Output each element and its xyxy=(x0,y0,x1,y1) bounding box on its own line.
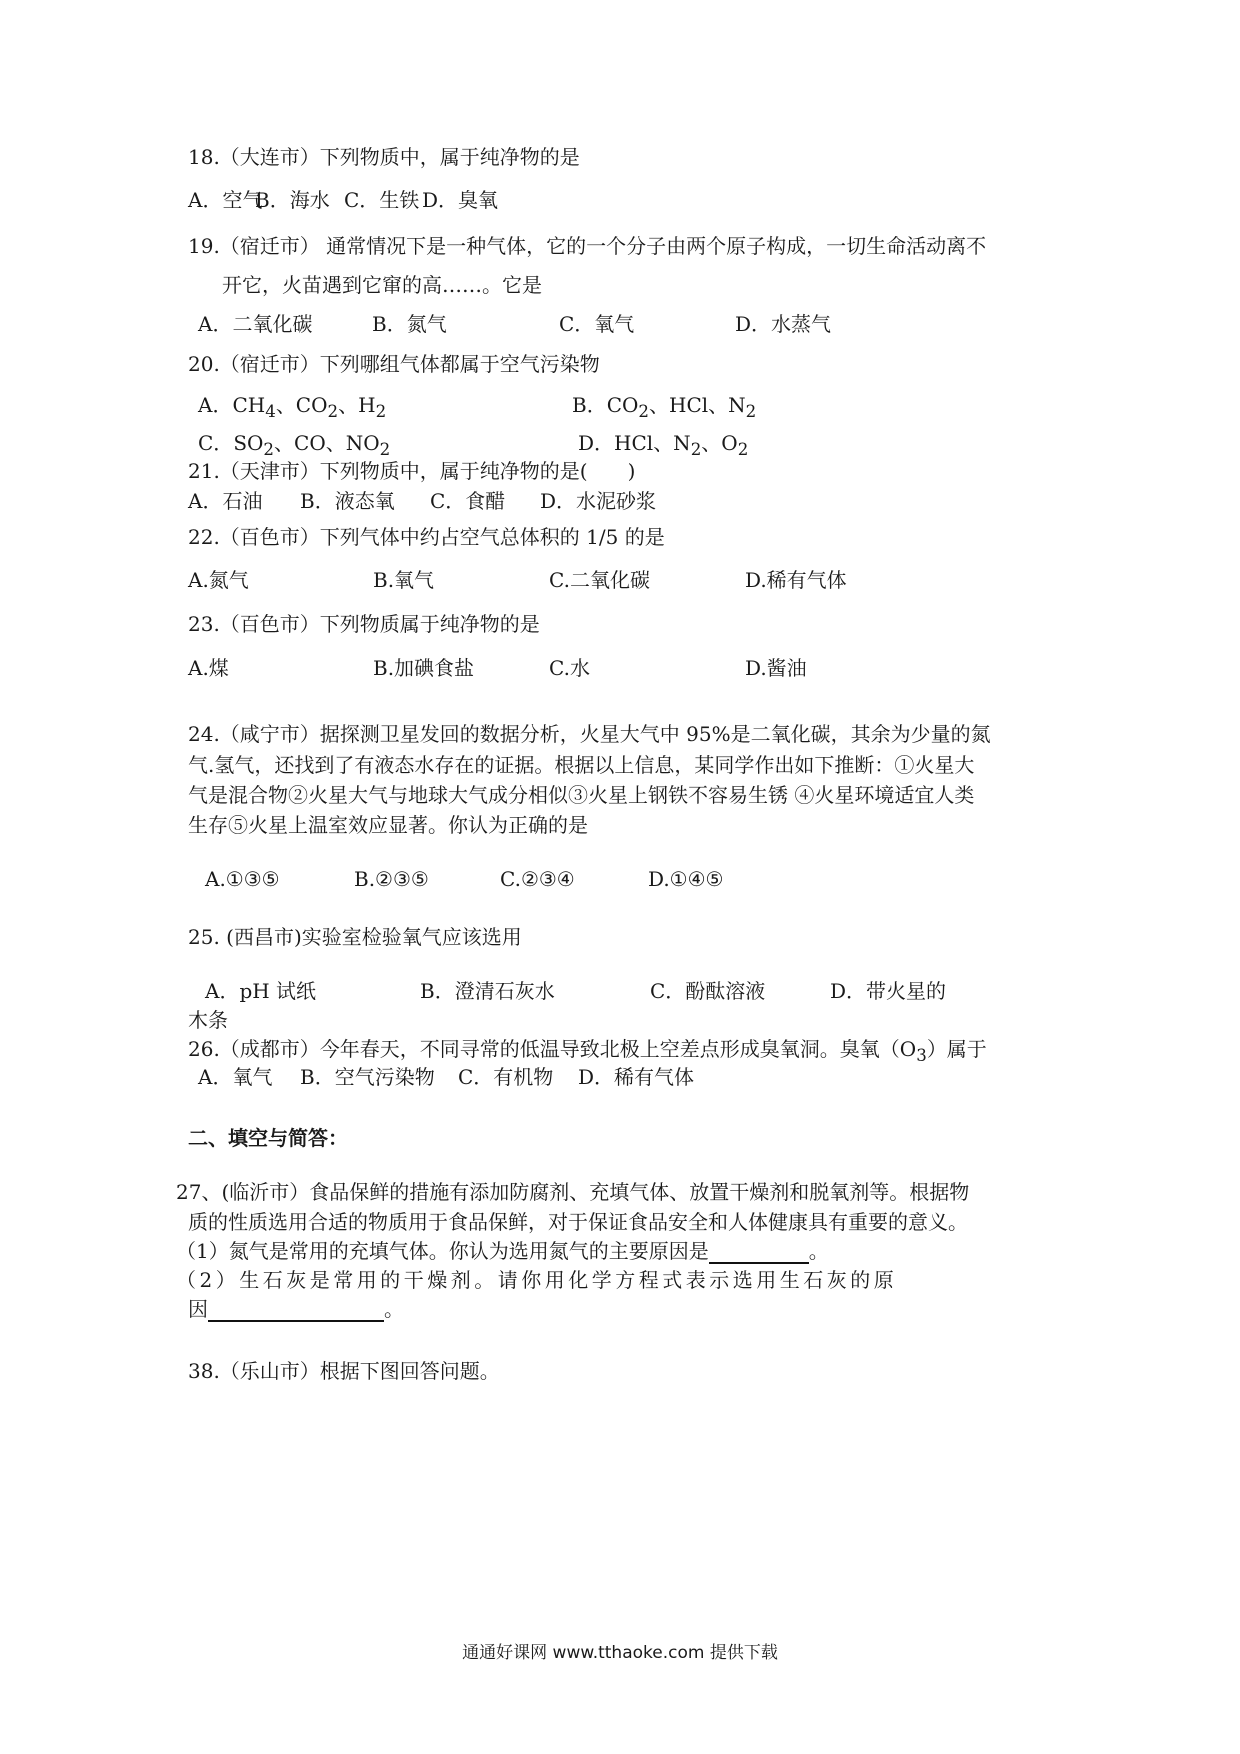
q25-option-a: A．pH 试纸 xyxy=(205,979,317,1003)
q19-option-d: D．水蒸气 xyxy=(735,312,832,336)
q19-option-c: C．氧气 xyxy=(559,312,635,336)
q27-part2b: 因 。 xyxy=(188,1297,404,1321)
q23-option-d: D.酱油 xyxy=(745,656,807,680)
q27-line2: 质的性质选用合适的物质用于食品保鲜，对于保证食品安全和人体健康具有重要的意义。 xyxy=(188,1210,968,1234)
q22-stem: 22.（百色市）下列气体中约占空气总体积的 1/5 的是 xyxy=(188,525,665,549)
q24-option-d: D.①④⑤ xyxy=(648,867,724,891)
q18-option-b: B．海水 xyxy=(255,188,330,212)
q19-option-b: B．氮气 xyxy=(372,312,447,336)
q24-option-a: A.①③⑤ xyxy=(205,867,280,891)
q27-part2-blank xyxy=(208,1298,384,1322)
q26-stem: 26.（成都市）今年春天，不同寻常的低温导致北极上空差点形成臭氧洞。臭氧$(O_3)$属于 xyxy=(188,1037,987,1065)
q26-option-a: A．氧气 xyxy=(198,1065,273,1089)
q23-stem: 23.（百色市）下列物质属于纯净物的是 xyxy=(188,612,540,636)
q27-part1: （1）氮气是常用的充填气体。你认为选用氮气的主要原因是 。 xyxy=(176,1239,829,1263)
q26-option-b: B．空气污染物 xyxy=(300,1065,435,1089)
q22-option-c: C.二氧化碳 xyxy=(549,568,650,592)
q25-option-c: C．酚酞溶液 xyxy=(650,979,766,1003)
q20-option-b: B．$CO_2$、HCl、$N_2$ xyxy=(572,393,757,421)
q19-line1: 19.（宿迁市） 通常情况下是一种气体，它的一个分子由两个原子构成，一切生命活动离不 xyxy=(188,234,987,258)
q20-stem: 20.（宿迁市）下列哪组气体都属于空气污染物 xyxy=(188,352,600,376)
q25-stem: 25. (西昌市)实验室检验氧气应该选用 xyxy=(188,925,522,949)
q24-option-b: B.②③⑤ xyxy=(354,867,429,891)
q24-line3: 气是混合物②火星大气与地球大气成分相似③火星上钢铁不容易生锈 ④火星环境适宜人类 xyxy=(188,783,975,807)
q18-stem: 18.（大连市）下列物质中，属于纯净物的是 xyxy=(188,145,580,169)
q20-option-d: D．HCl、$N_2$、$O_2$ xyxy=(578,431,749,459)
q24-option-c: C.②③④ xyxy=(500,867,575,891)
q19-option-a: A．二氧化碳 xyxy=(198,312,313,336)
q21-option-b: B．液态氧 xyxy=(300,489,395,513)
q26-option-d: D．稀有气体 xyxy=(578,1065,695,1089)
q22-option-a: A.氮气 xyxy=(188,568,249,592)
q23-option-c: C.水 xyxy=(549,656,590,680)
q21-option-d: D．水泥砂浆 xyxy=(540,489,657,513)
q21-option-c: C．食醋 xyxy=(430,489,506,513)
q18-option-c: C．生铁 xyxy=(344,188,420,212)
q25-option-d-wrap: 木条 xyxy=(188,1008,228,1032)
q25-option-b: B．澄清石灰水 xyxy=(420,979,555,1003)
q25-option-d: D．带火星的 xyxy=(830,979,947,1003)
q26-option-c: C．有机物 xyxy=(458,1065,554,1089)
q24-line1: 24.（咸宁市）据探测卫星发回的数据分析，火星大气中 95%是二氧化碳，其余为少量的氮 xyxy=(188,722,991,746)
q21-stem: 21.（天津市）下列物质中，属于纯净物的是( ) xyxy=(188,459,636,483)
q19-line2: 开它，火苗遇到它窜的高……。它是 xyxy=(222,273,542,297)
q21-option-a: A．石油 xyxy=(188,489,263,513)
page-footer: 通通好课网 www.tthaoke.com 提供下载 xyxy=(462,1643,778,1663)
q22-option-d: D.稀有气体 xyxy=(745,568,847,592)
q27-part2: （2）生石灰是常用的干燥剂。请你用化学方程式表示选用生石灰的原 xyxy=(176,1268,898,1292)
q23-option-b: B.加碘食盐 xyxy=(373,656,475,680)
q27-line1: 27、(临沂市）食品保鲜的措施有添加防腐剂、充填气体、放置干燥剂和脱氧剂等。根据物 xyxy=(176,1180,970,1204)
q20-option-a: A．$CH_4$、$CO_2$、$H_2$ xyxy=(198,393,387,421)
section-title: 二、填空与简答： xyxy=(188,1126,348,1150)
q18-option-a: A．空气 xyxy=(188,188,263,212)
q20-option-c: C．$SO_2$、CO、$NO_2$ xyxy=(198,431,391,459)
q22-option-b: B.氧气 xyxy=(373,568,435,592)
q18-option-d: D．臭氧 xyxy=(422,188,499,212)
q38-stem: 38.（乐山市）根据下图回答问题。 xyxy=(188,1359,500,1383)
q24-line2: 气.氢气，还找到了有液态水存在的证据。根据以上信息，某同学作出如下推断：①火星大 xyxy=(188,753,975,777)
q23-option-a: A.煤 xyxy=(188,656,229,680)
q27-part1-blank xyxy=(709,1240,809,1264)
q24-line4: 生存⑤火星上温室效应显著。你认为正确的是 xyxy=(188,813,588,837)
